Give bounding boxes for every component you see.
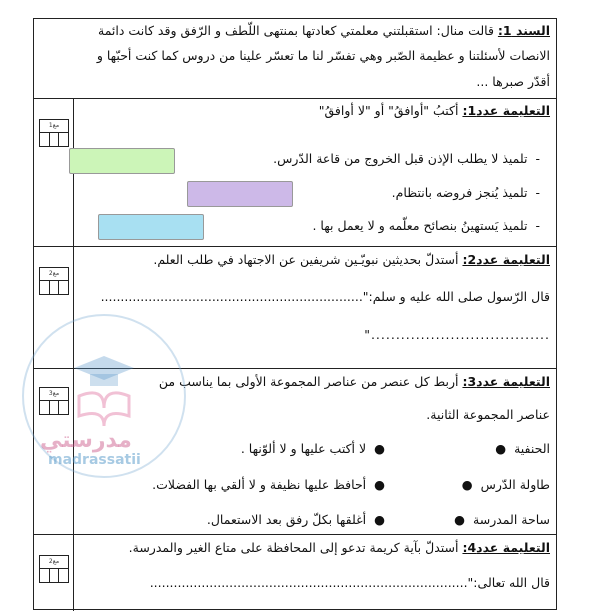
instruction-1-label: التعليمة عدد1: (462, 103, 550, 118)
group2-item-3[interactable]: ● أغلقها بكلّ رفق بعد الاستعمال. (206, 512, 385, 527)
group1-item-3[interactable]: ساحة المدرسة ● (454, 512, 550, 527)
instruction-2-label: التعليمة عدد2: (462, 252, 550, 267)
q1-item-1: - تلميذ لا يطلب الإذن قبل الخروج من قاعة الدّرس. (273, 151, 540, 166)
q1-item-3: - تلميذ يَستهينُ بنصائح معلّمه و لا يعمل بها . (312, 218, 540, 233)
q2-answer-line-2[interactable]: ...................................." (364, 327, 550, 342)
group1-item-1[interactable]: الحنفية ● (495, 441, 550, 456)
q4-answer-line-1[interactable]: قال الله تعالى:"................................................................................ (149, 575, 550, 590)
grade-label: مع2 (40, 268, 68, 281)
group1-item-2[interactable]: طاولة الدّرس ● (461, 477, 550, 492)
instruction-2-header (153, 252, 550, 267)
answer-box-3[interactable] (98, 214, 204, 240)
watermark-arabic: مدرستي (40, 428, 132, 453)
instruction-1-prompt: أكتبُ "أوافقُ" أو "لا أوافقُ" (318, 103, 459, 118)
instruction-3-label: التعليمة عدد3: (462, 374, 550, 389)
grade-box-2 (39, 267, 69, 295)
grade-column (34, 99, 74, 246)
group2-item-1[interactable]: ● لا أكتب عليها و لا ألوّنها . (240, 441, 385, 456)
grade-box-1 (39, 119, 69, 147)
grade-label: مع3 (40, 388, 68, 401)
instruction-1-row (34, 99, 556, 247)
instruction-4-row (34, 535, 556, 611)
instruction-4-label: التعليمة عدد4: (462, 540, 550, 555)
instruction-1-header (319, 103, 550, 118)
instruction-3-prompt: أربط كل عنصر من عناصر المجموعة الأولى بما يناسب من (158, 374, 459, 389)
sanad-line-1 (98, 23, 550, 38)
sanad-content (40, 19, 550, 98)
instruction-4-content (78, 535, 550, 611)
instruction-4-prompt: أستدلّ بآية كريمة تدعو إلى المحافظة على متاع الغير والمدرسة. (128, 540, 459, 555)
grade-label: مع2 (40, 556, 68, 569)
instruction-4-header (129, 540, 550, 555)
grade-box-4 (39, 555, 69, 583)
answer-box-1[interactable] (69, 148, 175, 174)
grade-column (34, 535, 74, 611)
answer-box-2[interactable] (187, 181, 293, 207)
sanad-line-3: أقدّر صبرها ... (476, 74, 550, 89)
q2-answer-line-1[interactable]: قال الرّسول صلى الله عليه و سلم:".................................................................. (100, 289, 550, 304)
sanad-row (34, 19, 556, 99)
sanad-text-1: قالت منال: استقبلتني معلمتي كعادتها بمنتهى اللّطف و الرّفق وقد كانت دائمة (98, 23, 494, 38)
sanad-line-2: الانصات لأسئلتنا و عظيمة الصّبر وهي تفسّر لنا ما تعسّر علينا من دروس كما كنت أحبّها و (96, 48, 550, 63)
group2-item-2[interactable]: ● أحافظ عليها نظيفة و لا ألقي بها الفضلات. (152, 477, 385, 492)
instruction-3-prompt-2: عناصر المجموعة الثانية. (426, 407, 550, 422)
instruction-2-prompt: أستدلّ بحديثين نبويّـين شريفين عن الاجتهاد في طلب العلم. (153, 252, 459, 267)
sanad-label: السند 1: (497, 23, 550, 38)
instruction-3-header (159, 374, 550, 389)
watermark-latin: madrassatii (48, 452, 141, 468)
grade-label: مع1 (40, 120, 68, 133)
q1-item-2: - تلميذ يُنجز فروضه بانتظام. (391, 185, 540, 200)
